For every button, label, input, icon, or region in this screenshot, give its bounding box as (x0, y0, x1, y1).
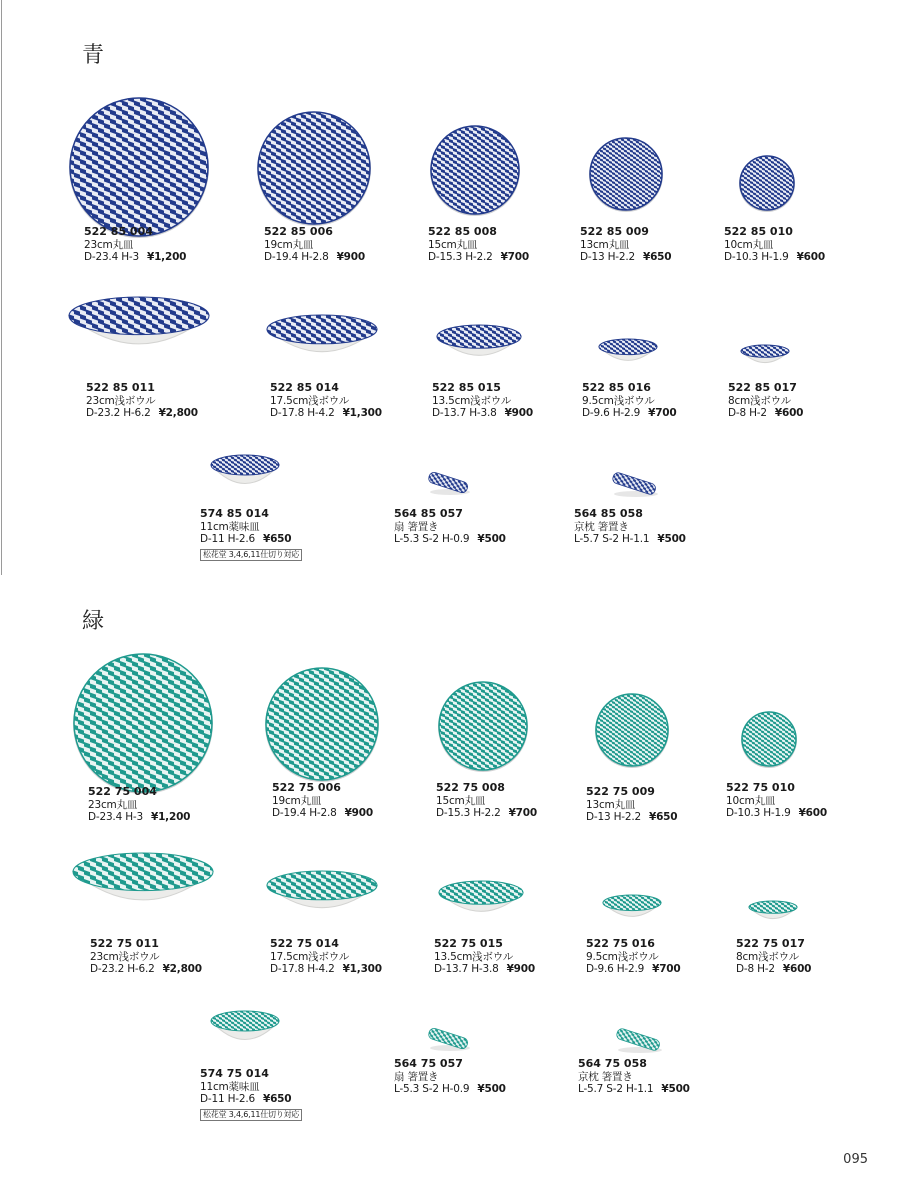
product-image (210, 454, 280, 498)
product-code: 564 75 058 (578, 1057, 647, 1070)
product-info (578, 1058, 690, 1096)
product-info (88, 786, 190, 824)
product-code: 564 85 058 (574, 507, 643, 520)
product-dimensions: D-13 H-2.2 (586, 811, 641, 823)
product-dimensions: D-17.8 H-4.2 (270, 407, 335, 419)
product-image (608, 470, 660, 498)
product-name: 扇 箸置き (394, 1070, 439, 1083)
product-info (586, 786, 677, 824)
product-price: ¥1,200 (146, 251, 187, 263)
product-dimensions: D-19.4 H-2.8 (272, 807, 337, 819)
product-image (424, 1026, 472, 1052)
product-price: ¥900 (506, 963, 536, 975)
product-info (270, 938, 382, 976)
product-dimensions: D-11 H-2.6 (200, 533, 255, 545)
product-code: 522 85 011 (86, 381, 155, 394)
product-info (272, 782, 373, 820)
product-info (728, 382, 803, 420)
product-image (748, 900, 798, 926)
product-image (68, 96, 210, 238)
product-info (436, 782, 537, 820)
product-info (586, 938, 681, 976)
product-price: ¥2,800 (158, 407, 198, 419)
product-info (736, 938, 811, 976)
product-code: 522 75 015 (434, 937, 503, 950)
product-price: ¥700 (500, 251, 530, 263)
section-title-green: 緑 (82, 609, 105, 634)
product-name: 17.5cm浅ボウル (270, 394, 350, 407)
product-image (424, 470, 472, 496)
product-image (72, 852, 214, 924)
product-code: 574 85 014 (200, 507, 269, 520)
product-dimensions: D-15.3 H-2.2 (436, 807, 501, 819)
product-price: ¥700 (508, 807, 538, 819)
product-image (436, 324, 522, 370)
product-name: 13.5cm浅ボウル (434, 950, 514, 963)
product-image (594, 692, 670, 768)
product-name: 13cm丸皿 (586, 798, 636, 811)
product-info (90, 938, 202, 976)
product-name: 8cm浅ボウル (736, 950, 799, 963)
product-code: 522 85 014 (270, 381, 339, 394)
product-price: ¥1,200 (150, 811, 191, 823)
product-image (740, 344, 790, 370)
product-dimensions: D-13.7 H-3.8 (432, 407, 497, 419)
product-dimensions: D-8 H-2 (736, 963, 775, 975)
compatibility-note: 松花堂 3,4,6,11仕切り対応 (200, 549, 302, 561)
product-image (598, 338, 658, 370)
product-price: ¥650 (648, 811, 678, 823)
product-price: ¥600 (798, 807, 828, 819)
product-dimensions: D-17.8 H-4.2 (270, 963, 335, 975)
product-info (200, 508, 302, 561)
product-image (429, 124, 521, 216)
product-info (428, 226, 529, 264)
product-code: 522 85 010 (724, 225, 793, 238)
product-name: 23cm浅ボウル (90, 950, 160, 963)
product-code: 522 85 006 (264, 225, 333, 238)
product-info (724, 226, 825, 264)
product-code: 522 75 017 (736, 937, 805, 950)
product-price: ¥500 (657, 533, 686, 545)
product-price: ¥600 (782, 963, 812, 975)
product-code: 564 75 057 (394, 1057, 463, 1070)
product-image (266, 870, 378, 926)
product-dimensions: D-19.4 H-2.8 (264, 251, 329, 263)
product-price: ¥2,800 (162, 963, 202, 975)
product-image (588, 136, 664, 212)
product-dimensions: D-23.2 H-6.2 (86, 407, 151, 419)
product-info (582, 382, 677, 420)
product-image (437, 680, 529, 772)
product-code: 522 75 009 (586, 785, 655, 798)
product-name: 15cm丸皿 (428, 238, 478, 251)
product-dimensions: D-10.3 H-1.9 (726, 807, 791, 819)
product-dimensions: D-13 H-2.2 (580, 251, 635, 263)
product-price: ¥500 (661, 1083, 690, 1095)
product-code: 522 85 008 (428, 225, 497, 238)
product-name: 15cm丸皿 (436, 794, 486, 807)
product-price: ¥500 (477, 533, 506, 545)
product-name: 10cm丸皿 (724, 238, 774, 251)
product-code: 522 75 004 (88, 785, 157, 798)
product-code: 522 75 016 (586, 937, 655, 950)
product-dimensions: D-9.6 H-2.9 (582, 407, 641, 419)
product-image (266, 314, 378, 370)
product-info (574, 508, 686, 546)
product-dimensions: D-23.4 H-3 (88, 811, 143, 823)
product-dimensions: D-9.6 H-2.9 (586, 963, 645, 975)
product-name: 23cm丸皿 (84, 238, 134, 251)
page-number: 095 (843, 1152, 868, 1167)
product-info (264, 226, 365, 264)
product-name: 9.5cm浅ボウル (586, 950, 659, 963)
product-dimensions: D-15.3 H-2.2 (428, 251, 493, 263)
product-price: ¥650 (262, 1093, 292, 1105)
product-code: 522 85 017 (728, 381, 797, 394)
product-price: ¥600 (796, 251, 826, 263)
product-dimensions: L-5.3 S-2 H-0.9 (394, 533, 470, 545)
product-dimensions: L-5.3 S-2 H-0.9 (394, 1083, 470, 1095)
product-dimensions: D-10.3 H-1.9 (724, 251, 789, 263)
product-info (726, 782, 827, 820)
product-image (740, 710, 798, 768)
product-image (438, 880, 524, 926)
product-image (210, 1010, 280, 1054)
product-name: 8cm浅ボウル (728, 394, 791, 407)
product-info (432, 382, 533, 420)
product-dimensions: D-23.4 H-3 (84, 251, 139, 263)
product-code: 522 85 016 (582, 381, 651, 394)
product-price: ¥650 (642, 251, 672, 263)
product-image (602, 894, 662, 926)
product-price: ¥700 (652, 963, 681, 975)
product-info (86, 382, 198, 420)
product-info (580, 226, 671, 264)
product-code: 522 85 009 (580, 225, 649, 238)
product-name: 13cm丸皿 (580, 238, 630, 251)
product-info (84, 226, 186, 264)
product-dimensions: D-23.2 H-6.2 (90, 963, 155, 975)
product-name: 23cm丸皿 (88, 798, 138, 811)
product-info (200, 1068, 302, 1121)
product-info (270, 382, 382, 420)
margin-rule (1, 0, 2, 575)
product-name: 17.5cm浅ボウル (270, 950, 350, 963)
product-name: 11cm薬味皿 (200, 1080, 260, 1093)
product-code: 522 85 015 (432, 381, 501, 394)
product-code: 522 75 008 (436, 781, 505, 794)
section-title-blue: 青 (82, 43, 105, 68)
product-price: ¥900 (336, 251, 366, 263)
product-price: ¥700 (648, 407, 677, 419)
product-price: ¥900 (344, 807, 374, 819)
product-name: 10cm丸皿 (726, 794, 776, 807)
product-dimensions: L-5.7 S-2 H-1.1 (578, 1083, 654, 1095)
product-dimensions: D-11 H-2.6 (200, 1093, 255, 1105)
product-info (394, 508, 506, 546)
product-image (612, 1026, 664, 1054)
product-price: ¥500 (477, 1083, 506, 1095)
product-code: 564 85 057 (394, 507, 463, 520)
product-image (256, 110, 372, 226)
product-dimensions: D-13.7 H-3.8 (434, 963, 499, 975)
product-code: 522 75 006 (272, 781, 341, 794)
product-name: 京枕 箸置き (578, 1070, 633, 1083)
product-name: 扇 箸置き (394, 520, 439, 533)
product-name: 京枕 箸置き (574, 520, 629, 533)
product-price: ¥1,300 (342, 963, 382, 975)
product-code: 574 75 014 (200, 1067, 269, 1080)
product-price: ¥900 (504, 407, 534, 419)
product-info (394, 1058, 506, 1096)
product-dimensions: D-8 H-2 (728, 407, 767, 419)
product-name: 9.5cm浅ボウル (582, 394, 655, 407)
product-price: ¥600 (774, 407, 804, 419)
product-price: ¥650 (262, 533, 292, 545)
product-image (738, 154, 796, 212)
product-code: 522 85 004 (84, 225, 153, 238)
product-name: 19cm丸皿 (264, 238, 314, 251)
product-price: ¥1,300 (342, 407, 382, 419)
product-code: 522 75 011 (90, 937, 159, 950)
product-info (434, 938, 535, 976)
product-name: 23cm浅ボウル (86, 394, 156, 407)
product-name: 19cm丸皿 (272, 794, 322, 807)
product-code: 522 75 014 (270, 937, 339, 950)
product-image (72, 652, 214, 794)
product-name: 13.5cm浅ボウル (432, 394, 512, 407)
product-code: 522 75 010 (726, 781, 795, 794)
compatibility-note: 松花堂 3,4,6,11仕切り対応 (200, 1109, 302, 1121)
product-name: 11cm薬味皿 (200, 520, 260, 533)
product-image (264, 666, 380, 782)
product-dimensions: L-5.7 S-2 H-1.1 (574, 533, 650, 545)
product-image (68, 296, 210, 368)
